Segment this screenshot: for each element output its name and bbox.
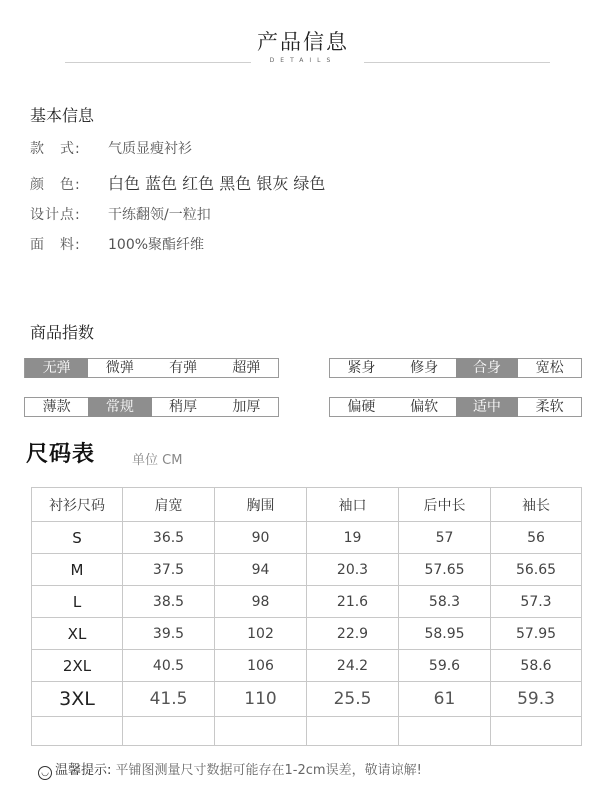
table-cell: 58.3 <box>399 586 491 618</box>
column-header: 袖长 <box>491 488 582 522</box>
table-cell: 36.5 <box>123 522 215 554</box>
table-cell: 57.65 <box>399 554 491 586</box>
basic-info-heading: 基本信息 <box>30 106 95 125</box>
table-cell: 102 <box>215 618 307 650</box>
index-option: 稍厚 <box>169 399 198 415</box>
column-header: 肩宽 <box>123 488 215 522</box>
table-cell: 21.6 <box>307 586 399 618</box>
table-row <box>32 650 582 682</box>
product-index-heading: 商品指数 <box>30 323 95 342</box>
table-cell: 98 <box>215 586 307 618</box>
info-value: 白色 蓝色 红色 黑色 银灰 绿色 <box>108 174 326 193</box>
elasticity-index <box>24 358 279 378</box>
table-cell: 3XL <box>32 682 123 717</box>
table-cell <box>491 717 582 746</box>
info-row-fabric <box>30 234 204 254</box>
info-row-design <box>30 204 211 224</box>
table-row <box>32 586 582 618</box>
table-cell: 22.9 <box>307 618 399 650</box>
table-cell: 57.3 <box>491 586 582 618</box>
fit-index <box>329 358 582 378</box>
table-cell: 37.5 <box>123 554 215 586</box>
table-cell: 59.6 <box>399 650 491 682</box>
column-header: 后中长 <box>399 488 491 522</box>
index-option-selected: 适中 <box>456 397 519 417</box>
index-option: 偏软 <box>410 399 439 415</box>
smile-icon: ◡ <box>38 766 52 780</box>
table-cell: 59.3 <box>491 682 582 717</box>
table-cell: L <box>32 586 123 618</box>
table-row-empty <box>32 717 582 746</box>
page-subtitle: DETAILS <box>269 57 337 64</box>
table-cell <box>32 717 123 746</box>
info-value: 干练翻领/一粒扣 <box>108 207 211 223</box>
table-cell: 41.5 <box>123 682 215 717</box>
info-label: 面 料: <box>30 237 81 253</box>
table-cell: 2XL <box>32 650 123 682</box>
info-label: 设计点: <box>30 207 81 223</box>
table-cell: 39.5 <box>123 618 215 650</box>
table-cell: 57 <box>399 522 491 554</box>
table-cell: XL <box>32 618 123 650</box>
index-option-selected: 合身 <box>456 358 519 378</box>
table-row <box>32 682 582 717</box>
table-cell: 110 <box>215 682 307 717</box>
table-cell: 38.5 <box>123 586 215 618</box>
table-header-row <box>32 488 582 522</box>
info-label: 颜 色: <box>30 177 81 193</box>
info-value: 气质显瘦衬衫 <box>108 141 192 157</box>
table-cell: S <box>32 522 123 554</box>
column-header: 衬衫尺码 <box>32 488 123 522</box>
size-chart-unit: 单位 CM <box>132 453 183 468</box>
table-cell: 57.95 <box>491 618 582 650</box>
index-option: 柔软 <box>535 399 564 415</box>
index-option-selected: 常规 <box>88 397 151 417</box>
thickness-index <box>24 397 279 417</box>
table-cell: M <box>32 554 123 586</box>
table-cell: 56.65 <box>491 554 582 586</box>
table-cell: 94 <box>215 554 307 586</box>
page-title: 产品信息 <box>257 30 349 54</box>
info-row-color <box>30 171 325 194</box>
table-cell: 90 <box>215 522 307 554</box>
info-value: 100%聚酯纤维 <box>108 237 205 253</box>
tip-label: 温馨提示: <box>55 763 112 778</box>
table-row <box>32 618 582 650</box>
table-row <box>32 554 582 586</box>
index-option: 偏硬 <box>347 399 376 415</box>
table-cell <box>307 717 399 746</box>
index-option: 超弹 <box>232 360 261 376</box>
column-header: 袖口 <box>307 488 399 522</box>
table-row <box>32 522 582 554</box>
size-chart-title: 尺码表 <box>26 442 96 467</box>
index-option: 薄款 <box>42 399 71 415</box>
table-cell: 106 <box>215 650 307 682</box>
table-cell: 58.95 <box>399 618 491 650</box>
softness-index <box>329 397 582 417</box>
info-row-style <box>30 138 192 158</box>
index-option: 宽松 <box>535 360 564 376</box>
table-cell: 19 <box>307 522 399 554</box>
index-option: 有弹 <box>169 360 198 376</box>
info-label: 款 式: <box>30 141 81 157</box>
table-cell <box>399 717 491 746</box>
index-option: 修身 <box>410 360 439 376</box>
table-cell: 56 <box>491 522 582 554</box>
tip-line <box>38 759 422 780</box>
index-option-selected: 无弹 <box>25 358 88 378</box>
size-table <box>31 487 582 746</box>
table-cell: 58.6 <box>491 650 582 682</box>
table-cell: 61 <box>399 682 491 717</box>
table-cell <box>123 717 215 746</box>
tip-text: 平铺图测量尺寸数据可能存在1-2cm误差，敬请谅解! <box>115 763 422 778</box>
table-cell: 20.3 <box>307 554 399 586</box>
index-option: 紧身 <box>347 360 376 376</box>
table-cell: 25.5 <box>307 682 399 717</box>
column-header: 胸围 <box>215 488 307 522</box>
table-cell: 24.2 <box>307 650 399 682</box>
table-cell <box>215 717 307 746</box>
index-option: 加厚 <box>232 399 261 415</box>
table-cell: 40.5 <box>123 650 215 682</box>
index-option: 微弹 <box>105 360 134 376</box>
